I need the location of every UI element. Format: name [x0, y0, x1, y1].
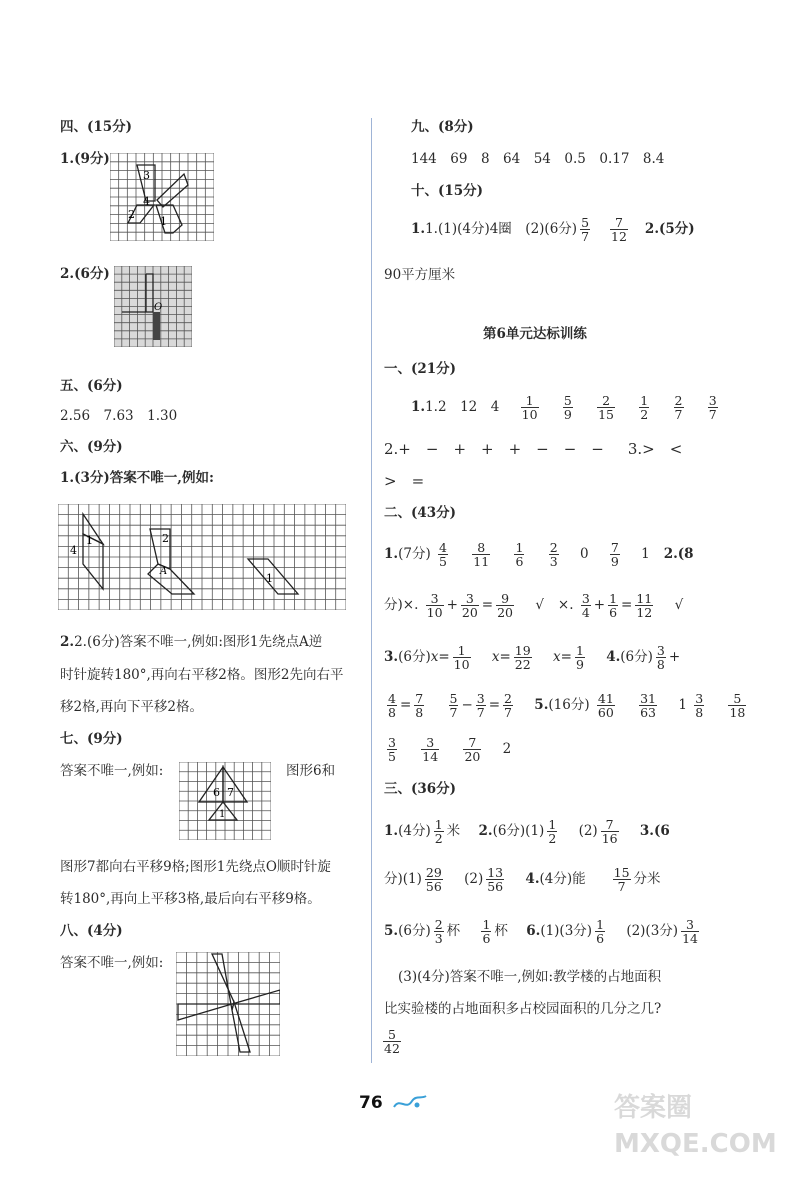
fig1-label-4: 4	[143, 195, 150, 208]
fraction: $\frac{7}{12}$	[611, 215, 627, 244]
u3-q3-q4: 分)(1) $\frac{29}{56}$ (2) $\frac{13}{56}$ 4.(4分)能 $\frac{15}{7}$ 分米	[384, 865, 661, 894]
watermark-text: 答案圈 MXQE.COM	[614, 1093, 777, 1159]
fig3-label-4: 4	[70, 544, 77, 557]
section-5-heading: 五、(6分)	[60, 378, 123, 394]
fig3-label-1b: 1	[266, 572, 273, 585]
u2-q4-q5: $\frac{4}{8}$ = $\frac{7}{8}$ $\frac{5}{7}$ − $\frac{3}{7}$ = $\frac{2}{7}$ 5.(16分) $\frac{41}{60}$ $\frac{31}{63}$ 1 $\frac{3}{8}$ $\frac{5}{18}$	[388, 691, 746, 720]
u1-q2: 2.+ − + + + − − − 3.> <	[384, 440, 683, 458]
u2-q5-cont: $\frac{3}{5}$ $\frac{3}{14}$ $\frac{7}{20}$ 2	[388, 735, 512, 764]
s7-text-b: 图形6和	[286, 763, 336, 779]
u2-q1: 1.(7分) $\frac{4}{5}$ $\frac{8}{11}$ $\frac{1}{6}$ $\frac{2}{3}$ 0 $\frac{7}{9}$ 1 2.(8	[384, 540, 694, 569]
fig1-label-3: 3	[143, 169, 150, 182]
section-8-heading: 八、(4分)	[60, 923, 123, 939]
unit-section-3-heading: 三、(36分)	[384, 781, 457, 797]
swirl-ornament-icon	[392, 1093, 428, 1113]
figure-4-grid	[179, 762, 271, 840]
s4-q2-label: 2.(6分)	[60, 266, 110, 282]
fig4-label-6: 6	[213, 786, 220, 799]
fig2-label-o: O	[154, 302, 163, 313]
column-divider	[371, 118, 372, 1063]
s6-q2-line2: 时针旋转180°,再向右平移2格。图形2先向右平	[60, 667, 344, 683]
s9-answers: 144 69 8 64 54 0.5 0.17 8.4	[411, 151, 665, 167]
s10-q2-answer: 90平方厘米	[384, 267, 456, 283]
fig4-label-1: 1	[219, 809, 226, 820]
s7-text-d: 转180°,再向上平移3格,最后向右平移9格。	[60, 891, 321, 907]
fraction: $\frac{5}{7}$	[581, 215, 590, 244]
u2-q2: 分)×. $\frac{3}{10}$ + $\frac{3}{20}$ = $\frac{9}{20}$ √ ×. $\frac{3}{4}$ + $\frac{1}{6}$ = $\frac{11}{12}$ √	[384, 591, 684, 620]
u2-q3: 3.(6分)x= $\frac{1}{10}$ x= $\frac{19}{22}$ x= $\frac{1}{9}$ 4.(6分) $\frac{3}{8}$ +	[384, 643, 681, 672]
fig4-label-7: 7	[227, 786, 234, 799]
section-9-heading: 九、(8分)	[411, 119, 474, 135]
u1-q1: 1.1.2 12 4 $\frac{1}{10}$ $\frac{5}{9}$ $\frac{2}{15}$ $\frac{1}{2}$ $\frac{2}{7}$ $\frac{3}{7}$	[411, 393, 717, 422]
figure-3-grid	[58, 504, 346, 610]
fig3-label-1a: 1	[86, 534, 93, 547]
s5-answers: 2.56 7.63 1.30	[60, 408, 178, 424]
u3-q6-text-1: (3)(4分)答案不唯一,例如:教学楼的占地面积	[398, 969, 662, 985]
fig1-label-2: 2	[128, 208, 135, 221]
section-4-heading: 四、(15分)	[60, 119, 133, 135]
figure-2-grid	[114, 266, 192, 347]
unit-title: 第6单元达标训练	[483, 326, 587, 342]
s7-text-c: 图形7都向右平移9格;图形1先绕点O顺时针旋	[60, 859, 331, 875]
u3-q6-answer: $\frac{5}{42}$	[384, 1027, 400, 1056]
unit-section-2-heading: 二、(43分)	[384, 505, 457, 521]
s6-q1-text: 1.(3分)答案不唯一,例如:	[60, 470, 214, 486]
unit-section-1-heading: 一、(21分)	[384, 361, 457, 377]
watermark	[614, 1090, 777, 1162]
fig3-label-a: A	[160, 566, 168, 577]
u3-q1-q3: 1.(4分) $\frac{1}{2}$ 米 2.(6分)(1) $\frac{1}{2}$ (2) $\frac{7}{16}$ 3.(6	[384, 817, 670, 846]
section-6-heading: 六、(9分)	[60, 439, 123, 455]
fig3-label-2: 2	[162, 532, 169, 545]
s10-q1: 1.1.(1)(4分)4圈 (2)(6分) $\frac{5}{7}$ $\frac{7}{12}$ 2.(5分)	[411, 215, 695, 244]
u1-q3-cont: > =	[384, 472, 425, 490]
s7-text-a: 答案不唯一,例如:	[60, 763, 164, 779]
section-10-heading: 十、(15分)	[411, 183, 484, 199]
figure-5-grid	[176, 952, 280, 1056]
s6-q2-line3: 移2格,再向下平移2格。	[60, 699, 203, 715]
section-7-heading: 七、(9分)	[60, 731, 123, 747]
s4-q1-label: 1.(9分)	[60, 151, 110, 167]
s8-text-a: 答案不唯一,例如:	[60, 955, 164, 971]
fig1-label-1: 1	[160, 215, 167, 228]
s6-q2-line1: 2.2.(6分)答案不唯一,例如:图形1先绕点A逆	[60, 634, 323, 650]
figure-1-grid	[110, 153, 214, 241]
u3-q5-q6: 5.(6分) $\frac{2}{3}$ 杯 $\frac{1}{6}$ 杯 6.(1)(3分) $\frac{1}{6}$ (2)(3分) $\frac{3}{14}$	[384, 917, 698, 946]
page-number: 76	[359, 1093, 383, 1113]
u3-q6-text-2: 比实验楼的占地面积多占校园面积的几分之几?	[384, 1001, 662, 1017]
